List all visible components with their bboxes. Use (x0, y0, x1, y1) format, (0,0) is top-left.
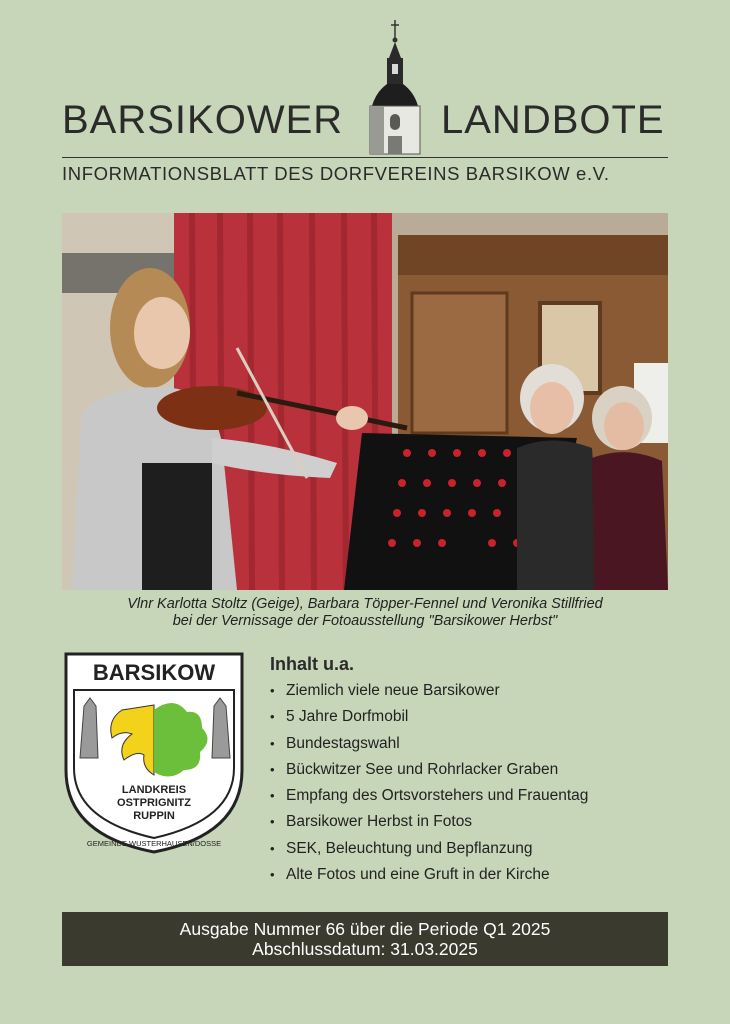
coat-of-arms (62, 650, 246, 856)
bullet-icon: • (270, 867, 275, 883)
crest-district-line1: LANDKREIS (121, 784, 187, 796)
masthead-subtitle: INFORMATIONSBLATT DES DORFVEREINS BARSIKOW e.V. (62, 163, 610, 184)
bullet-icon: • (270, 840, 275, 856)
masthead-title-left: BARSIKOWER (62, 98, 344, 142)
list-item: • SEK, Beleuchtung und Bepflanzung (270, 836, 588, 862)
list-item: • Empfang des Ortsvorstehers und Frauentag (270, 783, 588, 809)
list-item: • Bückwitzer See und Rohrlacker Graben (270, 757, 588, 783)
crest-district-line3: RUPPIN (133, 810, 175, 822)
cover-photo (62, 213, 668, 590)
list-item: • 5 Jahre Dorfmobil (270, 704, 588, 730)
list-item: • Barsikower Herbst in Fotos (270, 809, 588, 835)
bullet-icon: • (270, 814, 275, 830)
bullet-icon: • (270, 709, 275, 725)
crest-municipality: GEMEINDE WUSTERHAUSEN/DOSSE (86, 839, 222, 848)
crest-name: BARSIKOW (92, 660, 216, 685)
contents-list (270, 678, 588, 888)
list-item: • Bundestagswahl (270, 731, 588, 757)
closing-date: Abschlussdatum: 31.03.2025 (252, 939, 478, 959)
list-item: • Alte Fotos und eine Gruft in der Kirche (270, 862, 588, 888)
bullet-icon: • (270, 683, 275, 698)
photo-caption-line1: Vlnr Karlotta Stoltz (Geige), Barbara Töpper-Fennel und Veronika Stillfried (127, 596, 603, 612)
bullet-icon: • (270, 735, 275, 751)
photo-caption (62, 596, 668, 630)
photo-caption-line2: bei der Vernissage der Fotoausstellung "Barsikower Herbst" (172, 613, 558, 629)
issue-band (62, 912, 668, 966)
church-tower-logo (362, 18, 428, 158)
bullet-icon: • (270, 761, 275, 777)
bullet-icon: • (270, 788, 275, 804)
masthead-divider (62, 157, 668, 158)
issue-line: Ausgabe Nummer 66 über die Periode Q1 2025 (179, 919, 551, 939)
contents-heading: Inhalt u.a. (270, 654, 355, 674)
list-item: • Ziemlich viele neue Barsikower (270, 678, 588, 704)
masthead-title-right: LANDBOTE (441, 98, 665, 142)
crest-district-line2: OSTPRIGNITZ (117, 797, 191, 809)
